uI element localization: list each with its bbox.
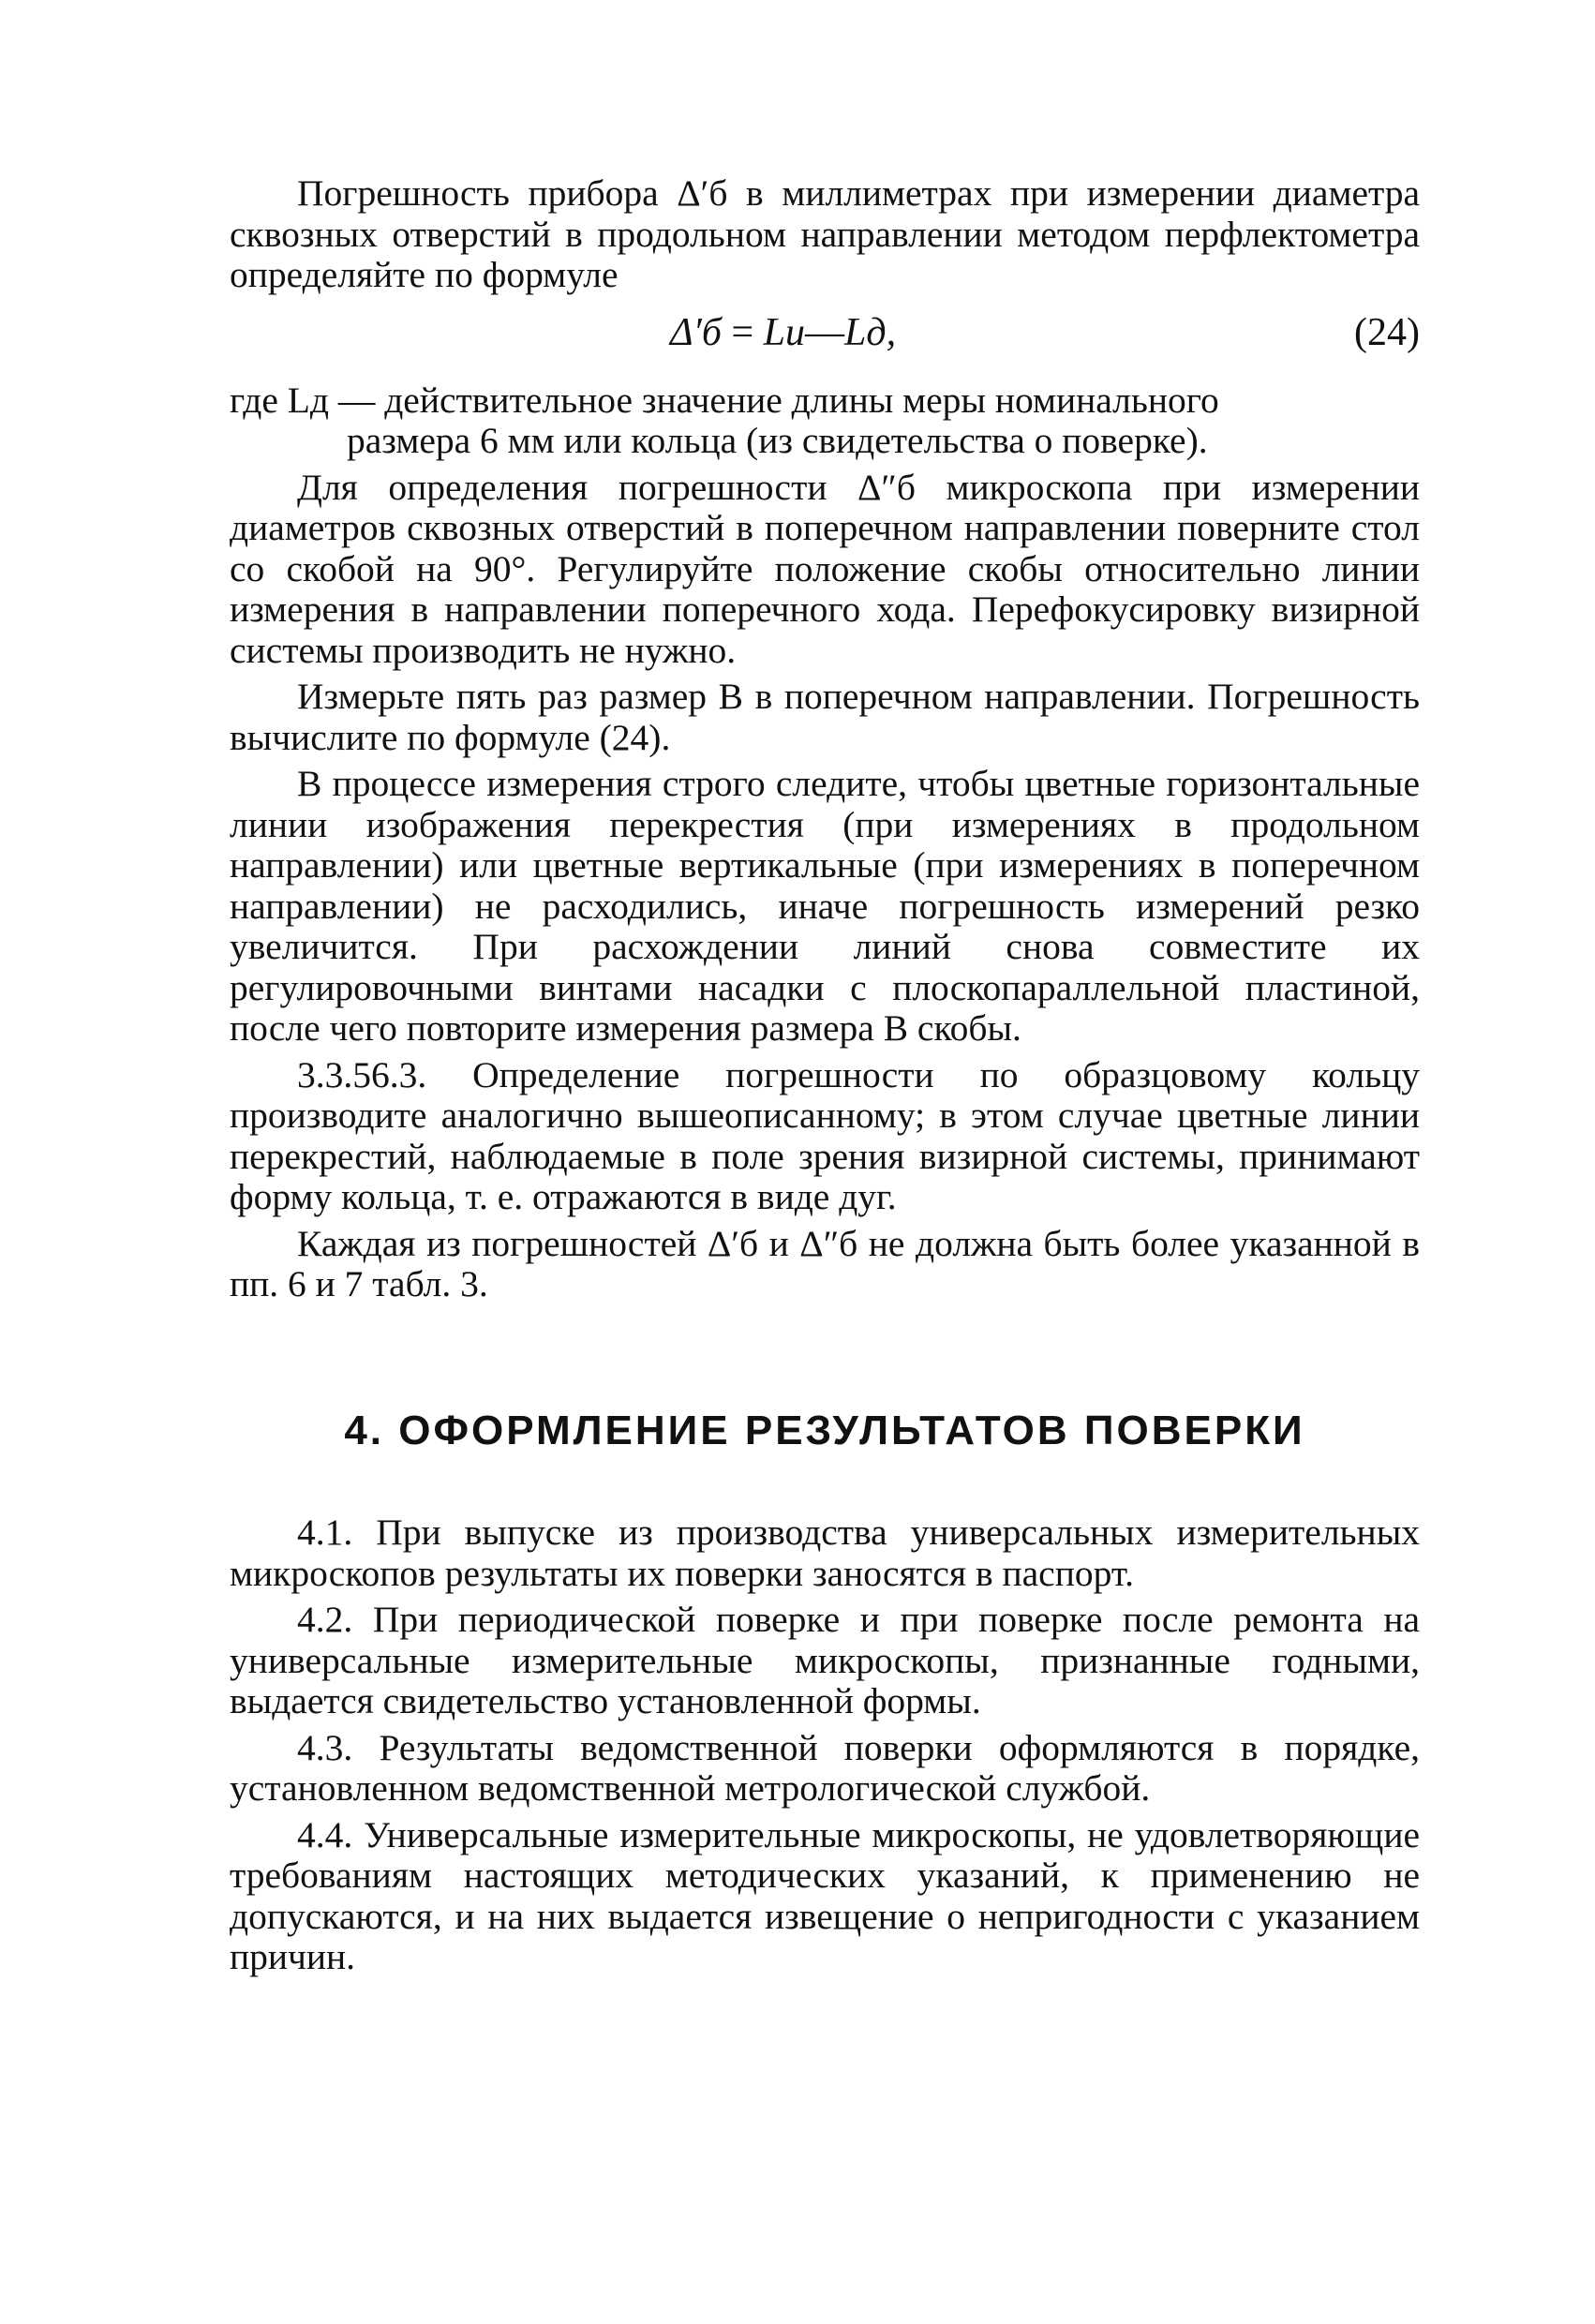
document-page	[230, 173, 1420, 1978]
formula-left: Δ′б	[670, 310, 722, 354]
paragraph-4-2: 4.2. При периодической поверке и при поверке после ремонта на универсальные измерительные микроскопы, признанные годными, выдается свидетельство установленной формы.	[230, 1599, 1420, 1721]
where-line-1: где Lд — действительное значение длины меры номинального	[230, 379, 1219, 421]
paragraph-4-3: 4.3. Результаты ведомственной поверки оформляются в порядке, установленном ведомственной метрологической службой.	[230, 1726, 1420, 1809]
paragraph-rotate-table: Для определения погрешности Δ″б микроскопа при измерении диаметров сквозных отверстий в поперечном направлении поверните стол со скобой на 90°. Регулируйте положение скобы относительно линии измерения в направлении поперечного хода. Перефокусировку визирной системы производить не нужно.	[230, 466, 1420, 671]
paragraph-ring: 3.3.56.3. Определение погрешности по образцовому кольцу производите аналогично вышеописанному; в этом случае цветные линии перекрестий, наблюдаемые в поле зрения визирной системы, принимают форму кольца, т. е. отражаются в виде дуг.	[230, 1053, 1420, 1217]
section-title: 4. ОФОРМЛЕНИЕ РЕЗУЛЬТАТОВ ПОВЕРКИ	[344, 1407, 1305, 1453]
formula-rhs: Lд,	[844, 310, 897, 354]
formula-row	[230, 304, 1420, 369]
paragraph-limits: Каждая из погрешностей Δ′б и Δ″б не должна быть более указанной в пп. 6 и 7 табл. 3.	[230, 1222, 1420, 1304]
formula-lhs: Lи	[763, 310, 806, 354]
where-line-2: размера 6 мм или кольца (из свидетельства о поверке).	[347, 420, 1208, 461]
paragraph-process: В процессе измерения строго следите, чтобы цветные горизонтальные линии изображения перекрестия (при измерениях в продольном направлении) или цветные вертикальные (при измерениях в поперечном направлении) не расходились, иначе погрешность измерений резко увеличится. При расхождении линий снова совместите их регулировочными винтами насадки с плоскопараллельной пластиной, после чего повторите измерения размера B скобы.	[230, 763, 1420, 1049]
formula-eq: =	[721, 310, 764, 354]
formula-minus: —	[805, 310, 845, 354]
formula-24	[670, 310, 897, 354]
paragraph-4-4: 4.4. Универсальные измерительные микроскопы, не удовлетворяющие требованиям настоящих методических указаний, к применению не допускаются, и на них выдается извещение о непригодности с указанием причин.	[230, 1813, 1420, 1977]
paragraph-measure-b: Измерьте пять раз размер B в поперечном направлении. Погрешность вычислите по формуле (24).	[230, 676, 1420, 758]
paragraph-4-1: 4.1. При выпуске из производства универсальных измерительных микроскопов результаты их поверки заносятся в паспорт.	[230, 1512, 1420, 1594]
formula-number: (24)	[1354, 310, 1420, 354]
paragraph-intro: Погрешность прибора Δ′б в миллиметрах при измерении диаметра сквозных отверстий в продольном направлении методом перфлектометра определяйте по формуле	[230, 172, 1420, 295]
